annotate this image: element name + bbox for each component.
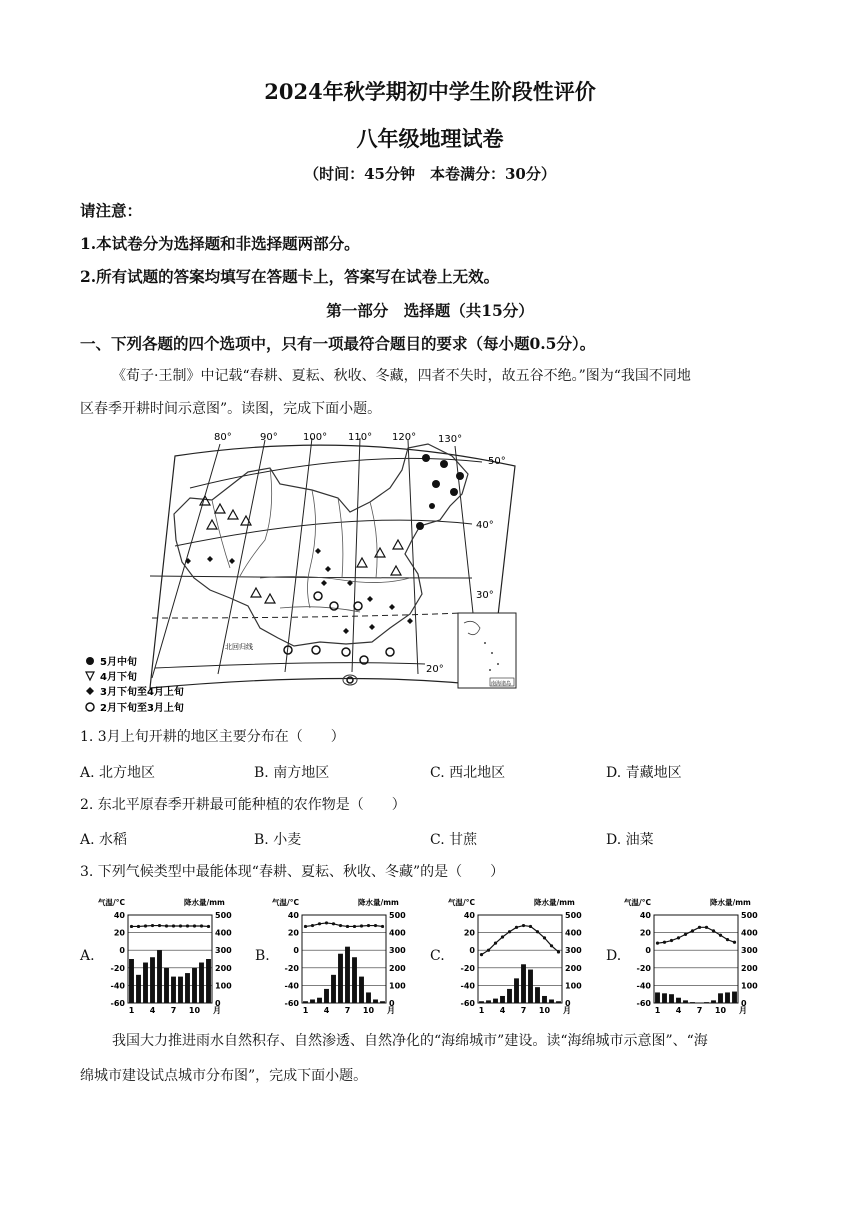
map-legend bbox=[86, 655, 184, 714]
temp-tick-label: -40 bbox=[284, 981, 299, 991]
precip-tick-label: 100 bbox=[741, 981, 758, 991]
temp-line bbox=[658, 927, 735, 943]
lon-label-80: 80° bbox=[214, 432, 232, 443]
temp-tick-label: -40 bbox=[636, 981, 651, 991]
passage-1-line-1: 《荀子·王制》中记载“春耕、夏耘、秋收、冬藏，四者不失时，故五谷不绝。”图为“我国不同地 bbox=[112, 368, 691, 384]
temp-tick-label: -60 bbox=[284, 999, 299, 1008]
temp-point bbox=[480, 953, 483, 956]
plot-frame bbox=[302, 915, 386, 1003]
temp-point bbox=[522, 924, 525, 927]
temp-point bbox=[165, 924, 168, 927]
exam-info: （时间：45分钟 本卷满分：30分） bbox=[304, 165, 556, 183]
precip-bar bbox=[185, 973, 190, 1003]
temp-point bbox=[332, 922, 335, 925]
month-tick-label: 7 bbox=[344, 1006, 351, 1015]
precip-bar bbox=[157, 950, 162, 1003]
month-tick-label: 1 bbox=[302, 1006, 309, 1015]
precip-bar bbox=[718, 993, 723, 1003]
temp-tick-label: 0 bbox=[293, 946, 299, 956]
map-parallels bbox=[150, 458, 482, 668]
temp-axis-title: 气温/°C bbox=[272, 898, 299, 907]
temp-tick-label: 0 bbox=[119, 946, 125, 956]
precip-bar bbox=[690, 1002, 695, 1003]
legend-april-late: 4月下旬 bbox=[100, 672, 137, 683]
precip-bar bbox=[514, 978, 519, 1003]
precip-tick-label: 0 bbox=[389, 999, 395, 1008]
temp-tick-label: 20 bbox=[639, 928, 651, 938]
temp-tick-label: -20 bbox=[460, 963, 475, 973]
lon-label-110: 110° bbox=[348, 432, 373, 443]
temp-point bbox=[550, 944, 553, 947]
precip-bar bbox=[683, 1000, 688, 1003]
precip-bar bbox=[528, 970, 533, 1003]
temp-point bbox=[501, 935, 504, 938]
temp-point bbox=[705, 926, 708, 929]
precip-tick-label: 400 bbox=[215, 928, 232, 938]
precip-bar bbox=[662, 993, 667, 1003]
question-1-option-a[interactable]: A. 北方地区 bbox=[80, 765, 156, 781]
temp-point bbox=[172, 924, 175, 927]
plot-frame bbox=[654, 915, 738, 1003]
precip-bar bbox=[486, 1000, 491, 1003]
temp-tick-label: -60 bbox=[110, 999, 125, 1008]
temp-tick-label: 0 bbox=[469, 946, 475, 956]
temp-tick-label: -60 bbox=[636, 999, 651, 1008]
precip-bar bbox=[493, 999, 498, 1003]
question-3-option-a[interactable]: A. bbox=[80, 948, 95, 964]
temp-point bbox=[144, 924, 147, 927]
lon-label-120: 120° bbox=[392, 432, 417, 443]
section-part-title: 第一部分 选择题（共15分） bbox=[326, 301, 534, 320]
precip-bar bbox=[136, 975, 141, 1003]
temp-point bbox=[346, 925, 349, 928]
month-tick-label: 7 bbox=[696, 1006, 703, 1015]
question-2-option-c[interactable]: C. 甘蔗 bbox=[430, 832, 478, 848]
temp-line bbox=[132, 926, 209, 927]
legend-feb-late: 2月下旬至3月上旬 bbox=[100, 703, 184, 714]
precip-tick-label: 200 bbox=[741, 963, 758, 973]
month-tick-label: 7 bbox=[170, 1006, 177, 1015]
precip-bar bbox=[711, 1000, 716, 1003]
temp-point bbox=[151, 924, 154, 927]
month-tick-label: 4 bbox=[323, 1006, 330, 1015]
climate-chart-a bbox=[96, 895, 248, 1020]
temp-point bbox=[186, 924, 189, 927]
temp-point bbox=[207, 925, 210, 928]
temp-point bbox=[353, 925, 356, 928]
precip-bar bbox=[655, 992, 660, 1003]
temp-point bbox=[374, 924, 377, 927]
precip-bar bbox=[171, 977, 176, 1003]
precip-tick-label: 0 bbox=[565, 999, 571, 1008]
lon-label-130: 130° bbox=[438, 434, 463, 445]
lat-label-30: 30° bbox=[476, 590, 494, 601]
precip-tick-label: 500 bbox=[565, 911, 582, 920]
precip-bar bbox=[310, 999, 315, 1003]
temp-tick-label: -40 bbox=[110, 981, 125, 991]
china-outline bbox=[174, 444, 468, 646]
month-tick-label: 10 bbox=[714, 1006, 727, 1015]
precip-bar bbox=[331, 975, 336, 1003]
temp-point bbox=[137, 925, 140, 928]
temp-point bbox=[487, 949, 490, 952]
precip-bar bbox=[303, 1001, 308, 1003]
precip-bar bbox=[373, 999, 378, 1003]
temp-tick-label: -60 bbox=[460, 999, 475, 1008]
temp-tick-label: -40 bbox=[460, 981, 475, 991]
lat-label-40: 40° bbox=[476, 520, 494, 531]
month-unit-label: 月 bbox=[739, 1006, 747, 1015]
exam-title: 2024年秋学期初中学生阶段性评价 bbox=[264, 79, 596, 104]
temp-point bbox=[494, 942, 497, 945]
precip-tick-label: 400 bbox=[565, 928, 582, 938]
temp-point bbox=[529, 925, 532, 928]
question-2-option-b[interactable]: B. 小麦 bbox=[254, 832, 302, 848]
lon-label-100: 100° bbox=[303, 432, 328, 443]
south-china-sea-inset bbox=[458, 613, 516, 688]
precip-tick-label: 0 bbox=[215, 999, 221, 1008]
precip-axis-title: 降水量/mm bbox=[710, 898, 751, 907]
temp-point bbox=[193, 924, 196, 927]
temp-tick-label: -20 bbox=[110, 963, 125, 973]
climate-chart-c bbox=[446, 895, 598, 1020]
precip-axis-title: 降水量/mm bbox=[358, 898, 399, 907]
precip-bar bbox=[206, 959, 211, 1003]
plot-frame bbox=[478, 915, 562, 1003]
precip-bar bbox=[669, 994, 674, 1003]
precip-bar bbox=[150, 957, 155, 1003]
temp-tick-label: 40 bbox=[463, 911, 475, 920]
precip-tick-label: 500 bbox=[215, 911, 232, 920]
question-1-option-c[interactable]: C. 西北地区 bbox=[430, 765, 506, 781]
precip-tick-label: 200 bbox=[565, 963, 582, 973]
precip-tick-label: 400 bbox=[389, 928, 406, 938]
month-tick-label: 1 bbox=[478, 1006, 485, 1015]
precip-bar bbox=[164, 968, 169, 1003]
question-3-stem: 3. 下列气候类型中最能体现“春耕、夏耘、秋收、冬藏”的是（ ） bbox=[80, 864, 505, 880]
temp-point bbox=[536, 930, 539, 933]
passage-2-line-1: 我国大力推进雨水自然积存、自然渗透、自然净化的“海绵城市”建设。读“海绵城市示意图”、“海 bbox=[112, 1033, 708, 1049]
temp-tick-label: 0 bbox=[645, 946, 651, 956]
precip-tick-label: 300 bbox=[565, 946, 582, 956]
temp-tick-label: 20 bbox=[113, 928, 125, 938]
precip-tick-label: 200 bbox=[389, 963, 406, 973]
precip-tick-label: 500 bbox=[389, 911, 406, 920]
question-2-option-d[interactable]: D. 油菜 bbox=[606, 832, 654, 848]
climate-chart-b bbox=[270, 895, 422, 1020]
temp-point bbox=[663, 941, 666, 944]
spring-plowing-map bbox=[80, 428, 520, 718]
precip-bar bbox=[507, 989, 512, 1003]
temp-point bbox=[543, 936, 546, 939]
lon-label-90: 90° bbox=[260, 432, 278, 443]
temp-point bbox=[325, 921, 328, 924]
lat-label-20: 20° bbox=[426, 664, 444, 675]
precip-tick-label: 300 bbox=[741, 946, 758, 956]
temp-point bbox=[677, 936, 680, 939]
precip-tick-label: 0 bbox=[741, 999, 747, 1008]
month-tick-label: 1 bbox=[654, 1006, 661, 1015]
temp-tick-label: -20 bbox=[636, 963, 651, 973]
lat-label-50: 50° bbox=[488, 456, 506, 467]
inset-label: 南海诸岛 bbox=[491, 681, 512, 687]
precip-bar bbox=[345, 947, 350, 1003]
month-tick-label: 1 bbox=[128, 1006, 135, 1015]
temp-point bbox=[318, 922, 321, 925]
month-tick-label: 7 bbox=[520, 1006, 527, 1015]
question-3-option-b[interactable]: B. bbox=[255, 948, 270, 964]
temp-point bbox=[557, 950, 560, 953]
temp-point bbox=[670, 939, 673, 942]
question-1-option-b[interactable]: B. 南方地区 bbox=[254, 765, 330, 781]
notice-item-2: 2.所有试题的答案均填写在答题卡上，答案写在试卷上无效。 bbox=[80, 267, 500, 286]
precip-bar bbox=[317, 998, 322, 1003]
temp-point bbox=[698, 926, 701, 929]
temp-point bbox=[179, 924, 182, 927]
month-tick-label: 10 bbox=[188, 1006, 201, 1015]
precip-bar bbox=[725, 992, 730, 1003]
temp-axis-title: 气温/°C bbox=[98, 898, 125, 907]
temp-axis-title: 气温/°C bbox=[448, 898, 475, 907]
month-unit-label: 月 bbox=[563, 1006, 571, 1015]
temp-point bbox=[712, 929, 715, 932]
temp-point bbox=[200, 924, 203, 927]
precip-tick-label: 100 bbox=[565, 981, 582, 991]
precip-tick-label: 400 bbox=[741, 928, 758, 938]
passage-1-line-2: 区春季开耕时间示意图”。读图，完成下面小题。 bbox=[80, 401, 382, 417]
precip-tick-label: 100 bbox=[389, 981, 406, 991]
temp-tick-label: 40 bbox=[287, 911, 299, 920]
question-2-stem: 2. 东北平原春季开耕最可能种植的农作物是（ ） bbox=[80, 797, 406, 813]
precip-bar bbox=[676, 998, 681, 1003]
month-tick-label: 10 bbox=[538, 1006, 551, 1015]
temp-tick-label: -20 bbox=[284, 963, 299, 973]
temp-point bbox=[656, 942, 659, 945]
temp-tick-label: 40 bbox=[113, 911, 125, 920]
temp-point bbox=[304, 925, 307, 928]
precip-bar bbox=[380, 1001, 385, 1003]
question-1-option-d[interactable]: D. 青藏地区 bbox=[606, 765, 682, 781]
temp-point bbox=[684, 933, 687, 936]
legend-may-mid: 5月中旬 bbox=[100, 657, 137, 668]
precip-bar bbox=[732, 992, 737, 1003]
precip-bar bbox=[338, 954, 343, 1003]
precip-bar bbox=[324, 989, 329, 1003]
precip-bar bbox=[178, 977, 183, 1003]
climate-chart-d bbox=[622, 895, 774, 1020]
precip-bar bbox=[366, 992, 371, 1003]
section-instruction: 一、下列各题的四个选项中，只有一项最符合题目的要求（每小题0.5分）。 bbox=[80, 334, 596, 353]
precip-bar bbox=[359, 977, 364, 1003]
notice-item-1: 1.本试卷分为选择题和非选择题两部分。 bbox=[80, 234, 360, 253]
month-tick-label: 4 bbox=[499, 1006, 506, 1015]
temp-point bbox=[339, 924, 342, 927]
precip-axis-title: 降水量/mm bbox=[534, 898, 575, 907]
month-tick-label: 4 bbox=[149, 1006, 156, 1015]
precip-bar bbox=[352, 957, 357, 1003]
temp-point bbox=[719, 934, 722, 937]
precip-bar bbox=[143, 963, 148, 1003]
question-3-option-d[interactable]: D. bbox=[606, 948, 622, 964]
precip-bar bbox=[556, 1001, 561, 1003]
precip-tick-label: 500 bbox=[741, 911, 758, 920]
month-unit-label: 月 bbox=[387, 1006, 395, 1015]
temp-line bbox=[306, 923, 383, 927]
precip-tick-label: 300 bbox=[215, 946, 232, 956]
precip-bar bbox=[549, 999, 554, 1003]
temp-point bbox=[515, 926, 518, 929]
temp-point bbox=[508, 930, 511, 933]
precip-bar bbox=[542, 996, 547, 1003]
question-1-stem: 1. 3月上旬开耕的地区主要分布在（ ） bbox=[80, 729, 345, 745]
temp-point bbox=[691, 929, 694, 932]
precip-tick-label: 200 bbox=[215, 963, 232, 973]
precip-bar bbox=[500, 996, 505, 1003]
temp-tick-label: 40 bbox=[639, 911, 651, 920]
month-tick-label: 10 bbox=[362, 1006, 375, 1015]
precip-bar bbox=[535, 987, 540, 1003]
precip-bar bbox=[521, 964, 526, 1003]
temp-point bbox=[158, 924, 161, 927]
precip-axis-title: 降水量/mm bbox=[184, 898, 225, 907]
precip-bar bbox=[479, 1001, 484, 1003]
month-tick-label: 4 bbox=[675, 1006, 682, 1015]
temp-point bbox=[311, 924, 314, 927]
precip-bar bbox=[192, 968, 197, 1003]
passage-2-line-2: 绵城市建设试点城市分布图”，完成下面小题。 bbox=[80, 1068, 368, 1084]
temp-point bbox=[733, 941, 736, 944]
month-unit-label: 月 bbox=[213, 1006, 221, 1015]
precip-bar bbox=[199, 963, 204, 1003]
temp-point bbox=[726, 938, 729, 941]
temp-tick-label: 20 bbox=[463, 928, 475, 938]
precip-tick-label: 100 bbox=[215, 981, 232, 991]
legend-march-late: 3月下旬至4月上旬 bbox=[100, 687, 184, 698]
question-2-option-a[interactable]: A. 水稻 bbox=[80, 832, 128, 848]
map-symbols-march-late bbox=[185, 548, 413, 634]
temp-point bbox=[130, 925, 133, 928]
exam-subtitle: 八年级地理试卷 bbox=[356, 126, 504, 151]
temp-point bbox=[360, 924, 363, 927]
map-meridians bbox=[152, 438, 480, 678]
precip-bar bbox=[704, 1002, 709, 1003]
tropic-label: 北回归线 bbox=[225, 643, 253, 651]
temp-tick-label: 20 bbox=[287, 928, 299, 938]
temp-axis-title: 气温/°C bbox=[624, 898, 651, 907]
notice-heading: 请注意： bbox=[80, 201, 143, 220]
temp-point bbox=[381, 925, 384, 928]
precip-bar bbox=[129, 959, 134, 1003]
precip-tick-label: 300 bbox=[389, 946, 406, 956]
temp-point bbox=[367, 924, 370, 927]
question-3-option-c[interactable]: C. bbox=[430, 948, 445, 964]
